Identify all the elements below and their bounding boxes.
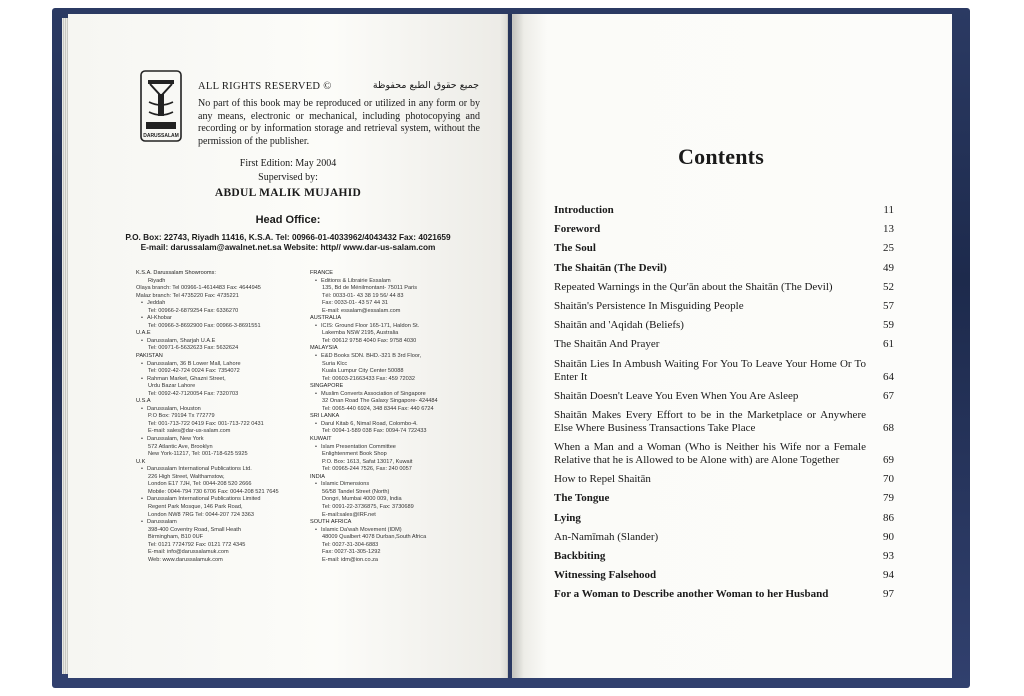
branch-line: • Muslim Converts Association of Singapore bbox=[310, 391, 485, 399]
branch-line: P.O. Box: 1613, Safat 13017, Kuwait bbox=[322, 458, 413, 465]
branch-line: P.O Box: 79194 Tx 772779 bbox=[148, 413, 215, 420]
branch-line: Kuala Lumpur City Center 50088 bbox=[322, 368, 404, 375]
toc-entry-page: 79 bbox=[883, 492, 894, 505]
toc-entry-title: The Shaitān And Prayer bbox=[554, 338, 660, 351]
rights-reserved-arabic: جميع حقوق الطبع محفوظة bbox=[372, 80, 479, 91]
toc-entry[interactable] bbox=[554, 300, 894, 313]
branch-line: K.S.A. Darussalam Showrooms: bbox=[136, 270, 216, 276]
toc-entry[interactable] bbox=[554, 390, 894, 403]
contents-title: Contents bbox=[678, 144, 764, 169]
toc-entry[interactable] bbox=[554, 319, 894, 332]
branch-line: Tel: 0094-1-589 038 Fax: 0094-74 722433 bbox=[322, 428, 427, 435]
toc-entry-title: Foreword bbox=[554, 223, 601, 236]
book-gutter bbox=[500, 14, 524, 678]
branch-line: Tel: 0092-42-7120054 Fax: 7320703 bbox=[148, 390, 239, 397]
branch-line: • Al-Khobar bbox=[136, 315, 306, 323]
branch-line: Riyadh bbox=[148, 277, 166, 284]
branch-line: • Islamic Dimensions bbox=[310, 481, 485, 489]
toc-entry[interactable] bbox=[554, 441, 894, 467]
branch-line: Tel: 00966-3-8692900 Fax: 00966-3-8691551 bbox=[148, 322, 261, 329]
branch-line: U.K bbox=[136, 458, 146, 465]
toc-entry-page: 67 bbox=[883, 389, 894, 402]
branch-line: 135, Bd de Ménilmontant- 75011 Paris bbox=[322, 285, 418, 292]
head-office-heading: Head Office: bbox=[255, 214, 321, 226]
toc-entry[interactable] bbox=[554, 473, 894, 486]
toc-entry[interactable] bbox=[554, 512, 894, 525]
toc-entry-title: The Shaitān (The Devil) bbox=[554, 261, 667, 274]
toc-entry-title: An-Namīmah (Slander) bbox=[554, 530, 659, 543]
toc-entry-title: Witnessing Falsehood bbox=[554, 569, 657, 582]
branch-line: Tel: 0065-440 6924, 348 8344 Fax: 440 6724 bbox=[322, 405, 434, 412]
toc-entry-page: 90 bbox=[883, 530, 894, 543]
toc-entry-page: 25 bbox=[883, 242, 894, 255]
branch-line: Urdu Bazar Lahore bbox=[148, 383, 196, 390]
branch-line: Malaz branch: Tel 4735220 Fax: 4735221 bbox=[136, 292, 239, 299]
branch-line: U.S.A bbox=[136, 398, 151, 405]
branch-line: Tel: 00965-244 7526, Fax: 240 0057 bbox=[322, 466, 412, 473]
branch-line: U.A.E bbox=[136, 330, 151, 337]
branch-line: Tel: 0027-31-304-6883 bbox=[322, 541, 379, 548]
branch-line: Tel: 0121 7724792 Fax: 0121 772 4345 bbox=[148, 541, 246, 548]
toc-entry-page: 69 bbox=[883, 454, 894, 467]
toc-entry[interactable] bbox=[554, 338, 894, 351]
toc-entry[interactable] bbox=[554, 550, 894, 563]
edition-line: First Edition: May 2004 bbox=[239, 158, 337, 169]
branch-line: • Islamic Da'wah Movement (IDM) bbox=[310, 527, 485, 535]
left-page bbox=[68, 14, 508, 678]
branch-line: • Darussalam, 36 B Lower Mall, Lahore bbox=[136, 361, 306, 369]
branches-column-2 bbox=[310, 270, 485, 564]
branch-line: • Darussalam bbox=[136, 519, 306, 527]
branch-line: • ICIS: Ground Floor 165-171, Haldon St. bbox=[310, 323, 485, 331]
toc-entry-title: For a Woman to Describe another Woman to her Husband bbox=[554, 588, 829, 601]
toc-entry-title: Shaitān Doesn't Leave You Even When You Are Asleep bbox=[554, 389, 799, 402]
toc-entry-title: Backbiting bbox=[554, 550, 606, 562]
branch-line: Lakemba NSW 2195, Australia bbox=[322, 330, 399, 337]
toc-entry[interactable] bbox=[554, 242, 894, 255]
branch-line: 572 Atlantic Ave, Brooklyn bbox=[148, 443, 213, 450]
table-of-contents bbox=[554, 204, 894, 608]
branch-line: E-mail: sales@dar-us-salam.com bbox=[148, 428, 231, 435]
toc-entry-page: 11 bbox=[883, 204, 894, 216]
publisher-logo-icon bbox=[140, 70, 182, 142]
toc-entry-page: 49 bbox=[883, 261, 894, 274]
toc-entry-title: When a Man and a Woman (Who is Neither his Wife nor a Female Relative that he is Allowed to be Alone with) are Alone Together bbox=[554, 441, 866, 467]
branch-line: • E&D Books SDN. BHD.-321 B 3rd Floor, bbox=[310, 353, 485, 361]
toc-entry-title: How to Repel Shaitān bbox=[554, 473, 651, 486]
toc-entry[interactable] bbox=[554, 281, 894, 294]
branch-line: SRI LANKA bbox=[310, 413, 340, 420]
branch-line: INDIA bbox=[310, 473, 325, 480]
branch-line: MALAYSIA bbox=[310, 345, 338, 352]
toc-entry-page: 94 bbox=[883, 569, 894, 582]
branch-line: Fax: 0033-01- 43 57 44 31 bbox=[322, 300, 388, 307]
branch-line: 32 Onan Road The Galaxy Singapore- 424484 bbox=[322, 398, 438, 405]
branch-line: Tel: 00612 9758 4040 Fax: 9758 4030 bbox=[322, 337, 417, 344]
branch-line: 48009 Qualbert 4078 Durban,South Africa bbox=[322, 534, 427, 541]
toc-entry-title: Shaitān Makes Every Effort to be in the Marketplace or Anywhere Else Where Business Transactions Take Place bbox=[554, 408, 866, 434]
branch-line: E-mail: info@darussalamuk.com bbox=[148, 549, 229, 556]
rights-reserved-heading: ALL RIGHTS RESERVED © bbox=[198, 81, 332, 92]
branch-line: Regent Park Mosque, 146 Park Road, bbox=[148, 503, 243, 510]
branch-line: Olaya branch: Tel 00966-1-4614483 Fax: 4644945 bbox=[136, 285, 261, 292]
toc-entry[interactable] bbox=[554, 223, 894, 236]
toc-entry[interactable] bbox=[554, 569, 894, 582]
toc-entry[interactable] bbox=[554, 492, 894, 505]
toc-entry-title: Introduction bbox=[554, 204, 614, 216]
branch-line: • Darussalam International Publications Limited bbox=[136, 496, 306, 504]
toc-entry-page: 86 bbox=[883, 511, 894, 524]
toc-entry-title: Shaitān Lies In Ambush Waiting For You To Leave Your Home Or To Enter It bbox=[554, 357, 866, 383]
toc-entry[interactable] bbox=[554, 531, 894, 544]
branch-line: Enlightenment Book Shop bbox=[322, 451, 387, 458]
branches-column-1 bbox=[136, 270, 306, 564]
branch-line: London E17 7JH, Tel: 0044-208 520 2666 bbox=[148, 481, 252, 488]
branch-line: Suria Klcc bbox=[322, 360, 348, 367]
supervisor-name: ABDUL MALIK MUJAHID bbox=[214, 187, 362, 199]
branch-line: Tél: 0033-01- 43 38 19 56/ 44 83 bbox=[322, 292, 404, 299]
branch-line: • Darussalam, Sharjah U.A.E bbox=[136, 338, 306, 346]
toc-entry[interactable] bbox=[554, 358, 894, 384]
branch-line: Fax: 0027-31-305-1292 bbox=[322, 549, 381, 556]
branch-line: Birmingham, B10 0UF bbox=[148, 534, 204, 541]
toc-entry-title: Repeated Warnings in the Qur'ān about the Shaitān (The Devil) bbox=[554, 280, 833, 293]
head-office-web: E-mail: darussalam@awalnet.net.sa Website: http// www.dar-us-salam.com bbox=[140, 242, 436, 252]
branch-line: • Rahman Market, Ghazni Street, bbox=[136, 376, 306, 384]
supervised-by-label: Supervised by: bbox=[258, 172, 318, 183]
branch-line: SOUTH AFRICA bbox=[310, 519, 352, 526]
toc-entry-page: 52 bbox=[883, 280, 894, 293]
branch-line: • Darussalam International Publications Ltd. bbox=[136, 466, 306, 474]
toc-entry-title: Shaitān and 'Aqidah (Beliefs) bbox=[554, 319, 684, 332]
branch-line: Tel: 00966-2-6879254 Fax: 6336270 bbox=[148, 307, 239, 314]
branch-line: Tel: 0091-22-3736875, Fax: 3730689 bbox=[322, 503, 414, 510]
branch-line: • Editions & Librairie Essalam bbox=[310, 278, 485, 286]
toc-entry-page: 57 bbox=[883, 299, 894, 312]
branch-line: • Islam Presentation Committee bbox=[310, 444, 485, 452]
toc-entry-page: 70 bbox=[883, 473, 894, 486]
toc-entry[interactable] bbox=[554, 204, 894, 217]
branch-line: • Darussalam, Houston bbox=[136, 406, 306, 414]
branch-line: Mobile: 0044-794 730 6706 Fax: 0044-208 521 7645 bbox=[148, 488, 279, 495]
branch-line: Tel: 00603-21663433 Fax: 459 72032 bbox=[322, 375, 415, 382]
branch-line: London NW8 7RG Tel: 0044-207 724 3363 bbox=[148, 511, 254, 518]
branch-line: 56/58 Tandel Street (North) bbox=[322, 488, 390, 495]
branch-line: Tel: 001-713-722 0419 Fax: 001-713-722 0431 bbox=[148, 420, 264, 427]
branch-line: E-mail: idm@ion.co.za bbox=[322, 556, 379, 563]
right-page bbox=[512, 14, 952, 678]
branch-line: Dongri, Mumbai 4000 009, India bbox=[322, 496, 402, 503]
branch-line: Tel: 00971-6-5632623 Fax: 5632624 bbox=[148, 345, 239, 352]
copyright-notice: No part of this book may be reproduced or utilized in any form or by any means, electronic or mechanical, including photocopying and recording or by information storage and retrieval system, without the permission of the publisher. bbox=[198, 98, 480, 147]
toc-entry-title: Lying bbox=[554, 511, 581, 524]
toc-entry-page: 64 bbox=[883, 370, 894, 383]
branch-line: • Darussalam, New York bbox=[136, 436, 306, 444]
branch-line: FRANCE bbox=[310, 270, 333, 276]
toc-entry-page: 68 bbox=[883, 421, 894, 434]
toc-entry[interactable] bbox=[554, 409, 894, 435]
branch-line: SINGAPORE bbox=[310, 383, 344, 390]
toc-entry-page: 61 bbox=[883, 338, 894, 351]
toc-entry-page: 97 bbox=[883, 588, 894, 601]
branch-line: KUWAIT bbox=[310, 436, 332, 443]
branch-line: AUSTRALIA bbox=[310, 315, 342, 322]
toc-entry-page: 59 bbox=[883, 319, 894, 332]
logo-text: DARUSSALAM bbox=[143, 133, 179, 139]
toc-entry-title: The Tongue bbox=[554, 492, 610, 505]
branch-line: 226 High Street, Walthamstow, bbox=[148, 473, 225, 480]
toc-entry-page: 93 bbox=[883, 550, 894, 562]
head-office-address: P.O. Box: 22743, Riyadh 11416, K.S.A. Tel: 00966-01-4033962/4043432 Fax: 4021659 bbox=[125, 232, 451, 242]
toc-entry-page: 13 bbox=[883, 223, 894, 236]
toc-entry[interactable] bbox=[554, 588, 894, 601]
branch-line: E-mail:sales@IRF.net bbox=[322, 511, 376, 518]
branch-line: • Darul Kitab 6, Nimal Road, Colombo-4. bbox=[310, 421, 485, 429]
toc-entry[interactable] bbox=[554, 262, 894, 275]
branch-line: Tel: 0092-42-724 0024 Fax: 7354072 bbox=[148, 368, 240, 375]
branch-line: 398-400 Coventry Road, Small Heath bbox=[148, 526, 241, 533]
branch-line: • Jeddah bbox=[136, 300, 306, 308]
branch-line: New York-11217, Tel: 001-718-625 5925 bbox=[148, 451, 248, 458]
branch-line: Web: www.darussalamuk.com bbox=[148, 556, 223, 563]
toc-entry-title: Shaitān's Persistence In Misguiding People bbox=[554, 299, 744, 312]
branch-line: PAKISTAN bbox=[136, 353, 163, 360]
toc-entry-title: The Soul bbox=[554, 242, 596, 255]
branch-line: E-mail: essalam@essalam.com bbox=[322, 307, 401, 314]
